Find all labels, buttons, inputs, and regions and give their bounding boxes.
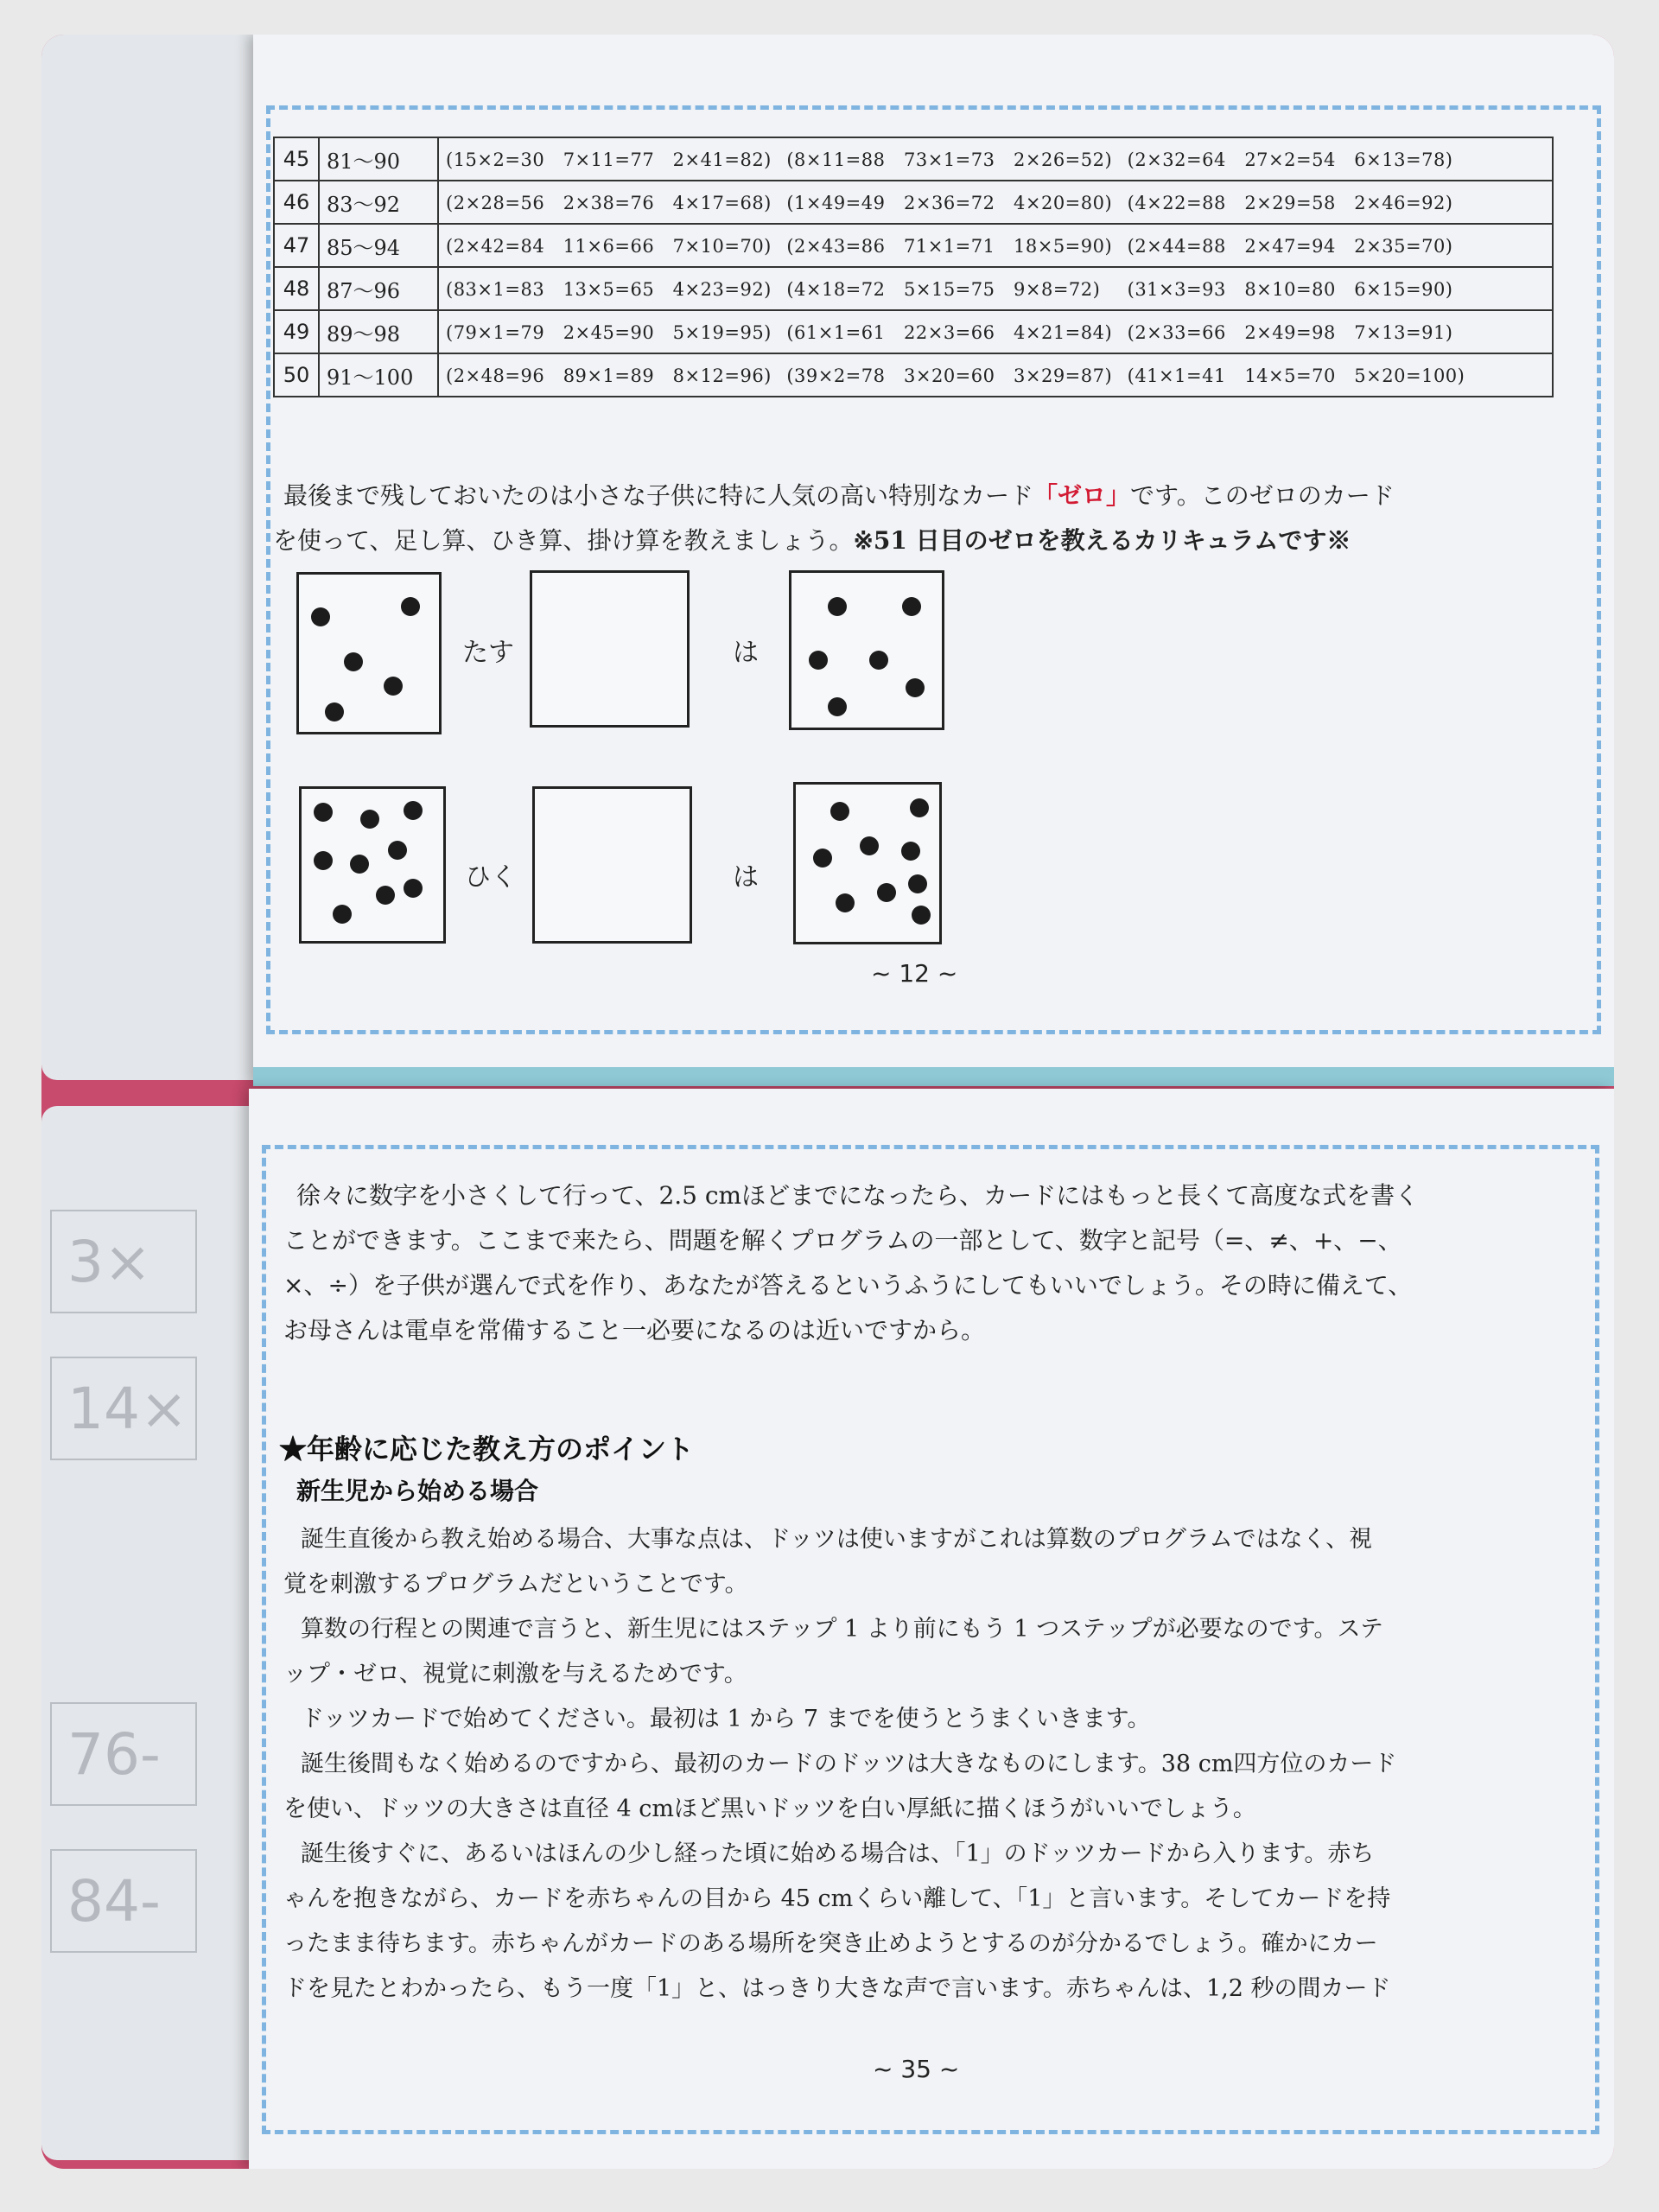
background-card: 14× [50, 1357, 197, 1460]
background-card: 3× [50, 1210, 197, 1313]
section-heading: ★年齢に応じた教え方のポイント [279, 1433, 695, 1465]
body-line: 誕生後間もなく始めるのですから、最初のカードのドッツは大きなものにします。38 cm四方位のカード [301, 1751, 1397, 1777]
zero-card-2 [532, 786, 692, 944]
table-row [274, 181, 1553, 224]
expressions-cell [438, 267, 1553, 310]
expressions-cell [438, 353, 1553, 397]
day-cell: 48 [274, 267, 319, 310]
body-line: ったまま待ちます。赤ちゃんがカードのある場所を突き止めようとするのが分かるでしょう。確かにカー [283, 1930, 1378, 1957]
equals-label-2: は [733, 862, 759, 893]
curriculum-table [273, 137, 1554, 397]
body-line: 誕生後すぐに、あるいはほんの少し経った頃に始める場合は、「1」のドッツカードから入ります。赤ち [301, 1840, 1375, 1867]
page-edge [253, 1067, 1614, 1086]
paragraph-line: ことができます。ここまで来たら、問題を解くプログラムの一部として、数字と記号（=、≠、+、−、 [283, 1226, 1402, 1255]
paragraph-line: お母さんは電卓を常備すること一必要になるのは近いですから。 [283, 1316, 986, 1344]
photo-frame [41, 35, 1614, 2169]
body-line: 誕生直後から教え始める場合、大事な点は、ドッツは使いますがこれは算数のプログラムではなく、視 [301, 1526, 1373, 1553]
background-card: 76- [50, 1702, 197, 1806]
expression-group: (83×1=83 13×5=65 4×23=92) [446, 279, 772, 300]
equals-label: は [733, 638, 759, 668]
range-cell: 89～98 [319, 310, 438, 353]
dot-card-nine [299, 786, 446, 944]
zero-intro-line-2: を使って、足し算、ひき算、掛け算を教えましょう。※51 日目のゼロを教えるカリキュラムです※ [273, 526, 1351, 555]
table-row [274, 137, 1553, 181]
paragraph-line: 徐々に数字を小さくして行って、2.5 cmほどまでになったら、カードにはもっと長くて高度な式を書く [296, 1181, 1420, 1210]
expressions-cell [438, 181, 1553, 224]
expression-group: (2×33=66 2×49=98 7×13=91) [1127, 322, 1453, 343]
day-cell: 49 [274, 310, 319, 353]
expression-group: (31×3=93 8×10=80 6×15=90) [1127, 279, 1453, 300]
table-row [274, 353, 1553, 397]
day-cell: 45 [274, 137, 319, 181]
expression-group: (41×1=41 14×5=70 5×20=100) [1127, 365, 1465, 386]
page-number-12: ~ 12 ~ [871, 959, 958, 988]
day-cell: 46 [274, 181, 319, 224]
body-line: 算数の行程との関連で言うと、新生児にはステップ 1 より前にもう 1 つステップが必要なのです。ステ [301, 1616, 1383, 1643]
dot-card-nine-result [793, 782, 942, 944]
dot-card-five [296, 572, 442, 734]
body-line: ゃんを抱きながら、カードを赤ちゃんの目から 45 cmくらい離して、「1」と言います。そしてカードを持 [283, 1885, 1391, 1912]
expression-group: (2×28=56 2×38=76 4×17=68) [446, 193, 772, 213]
body-line: ドを見たとわかったら、もう一度「1」と、はっきり大きな声で言います。赤ちゃんは、1,2 秒の間カード [283, 1975, 1391, 2002]
minus-label: ひく [465, 862, 517, 893]
paragraph-line: ×、÷）を子供が選んで式を作り、あなたが答えるというふうにしてもいいでしょう。その時に備えて、 [283, 1271, 1413, 1300]
expression-group: (2×48=96 89×1=89 8×12=96) [446, 365, 772, 386]
plus-label: たす [462, 638, 514, 668]
day-cell: 50 [274, 353, 319, 397]
range-cell: 83～92 [319, 181, 438, 224]
section-subheading: 新生児から始める場合 [296, 1477, 539, 1505]
table-row [274, 224, 1553, 267]
expression-group: (2×43=86 71×1=71 18×5=90) [786, 236, 1113, 257]
dot-card-five-result [789, 570, 944, 730]
background-card: 84- [50, 1849, 197, 1953]
expression-group: (2×44=88 2×47=94 2×35=70) [1127, 236, 1453, 257]
table-row [274, 267, 1553, 310]
expression-group: (39×2=78 3×20=60 3×29=87) [786, 365, 1113, 386]
range-cell: 81～90 [319, 137, 438, 181]
expressions-cell [438, 310, 1553, 353]
expression-group: (15×2=30 7×11=77 2×41=82) [446, 149, 772, 170]
expression-group: (1×49=49 2×36=72 4×20=80) [786, 193, 1113, 213]
body-line: を使い、ドッツの大きさは直径 4 cmほど黒いドッツを白い厚紙に描くほうがいいでしょう。 [283, 1796, 1256, 1822]
expression-group: (4×18=72 5×15=75 9×8=72) [786, 279, 1101, 300]
table-row [274, 310, 1553, 353]
range-cell: 85～94 [319, 224, 438, 267]
day-cell: 47 [274, 224, 319, 267]
expression-group: (8×11=88 73×1=73 2×26=52) [786, 149, 1113, 170]
page-number-35: ~ 35 ~ [873, 2055, 960, 2083]
body-line: 覚を刺激するプログラムだということです。 [283, 1571, 748, 1598]
body-line: ドッツカードで始めてください。最初は 1 から 7 までを使うとうまくいきます。 [301, 1706, 1151, 1732]
zero-card [530, 570, 690, 728]
range-cell: 91～100 [319, 353, 438, 397]
body-line: ップ・ゼロ、視覚に刺激を与えるためです。 [283, 1661, 747, 1688]
expression-group: (2×32=64 27×2=54 6×13=78) [1127, 149, 1453, 170]
expressions-cell [438, 137, 1553, 181]
expression-group: (79×1=79 2×45=90 5×19=95) [446, 322, 772, 343]
expression-group: (61×1=61 22×3=66 4×21=84) [786, 322, 1113, 343]
range-cell: 87～96 [319, 267, 438, 310]
expression-group: (4×22=88 2×29=58 2×46=92) [1127, 193, 1453, 213]
expressions-cell [438, 224, 1553, 267]
expression-group: (2×42=84 11×6=66 7×10=70) [446, 236, 772, 257]
zero-intro-line-1: 最後まで残しておいたのは小さな子供に特に人気の高い特別なカード「ゼロ」です。このゼロのカード [283, 481, 1395, 510]
